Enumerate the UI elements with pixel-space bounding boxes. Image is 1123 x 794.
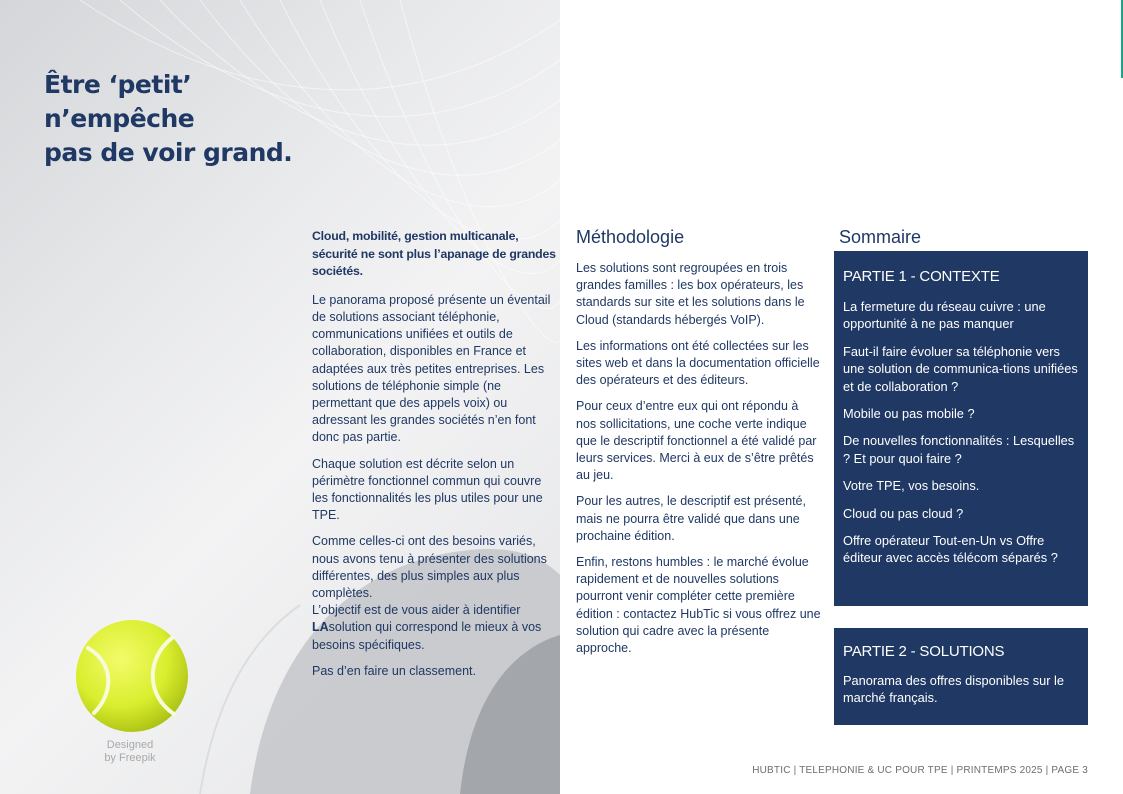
methodology-title: Méthodologie xyxy=(576,227,685,247)
summary-item[interactable]: Cloud ou pas cloud ? xyxy=(843,505,964,521)
intro-paragraph-3-part-3: solution qui correspond le mieux à vos besoins spécifiques. xyxy=(312,620,542,652)
intro-paragraph-2: Chaque solution est décrite selon un périmètre fonctionnel commun qui couvre les fonctionnalités les plus utiles pour une TPE. xyxy=(312,456,543,523)
summary-item[interactable]: La fermeture du réseau cuivre : une opportunité à ne pas manquer xyxy=(843,299,1046,332)
intro-emphasis: LA xyxy=(312,620,329,635)
headline-line-2: pas de voir grand. xyxy=(44,138,293,167)
intro-paragraph-1: Le panorama proposé présente un éventail de solutions associant téléphonie, communications unifiées et outils de collaboration, disponibles en France et adaptées aux très petites entreprises. Les solutions de téléphonie simple (ne permettant que des appels voix) ou adressant les grandes sociétés n’en font donc pas partie. xyxy=(312,292,551,445)
methodology-paragraph-4: Pour les autres, le descriptif est présenté, mais ne pourra être validé que dans une prochaine édition. xyxy=(576,494,806,543)
intro-paragraph-3 xyxy=(312,533,558,653)
page-headline xyxy=(44,68,344,170)
tennis-ball-image xyxy=(74,618,190,734)
summary-item[interactable]: De nouvelles fonctionnalités : Lesquelles ? Et pour quoi faire ? xyxy=(843,433,1075,466)
summary-part-1-heading: PARTIE 1 - CONTEXTE xyxy=(843,268,1000,285)
image-credit xyxy=(88,739,172,765)
methodology-paragraph-3: Pour ceux d’entre eux qui ont répondu à nos sollicitations, une coche verte indique que le descriptif fonctionnel a été validé par leurs services. Merci à eux de s’être prêtés au jeu. xyxy=(576,399,817,483)
summary-part-2-heading: PARTIE 2 - SOLUTIONS xyxy=(843,643,1005,660)
credit-line-2: by Freepik xyxy=(104,752,156,764)
methodology-column xyxy=(576,260,821,666)
summary-item[interactable]: Faut-il faire évoluer sa téléphonie vers une solution de communica-tions unifiées et de collaboration ? xyxy=(843,343,1078,394)
headline-line-1: Être ‘petit’ n’empêche xyxy=(44,70,195,133)
intro-closing: Pas d’en faire un classement. xyxy=(312,663,476,678)
summary-title: Sommaire xyxy=(839,227,922,247)
methodology-paragraph-2: Les informations ont été collectées sur les sites web et dans la documentation officielle des opérateurs et des éditeurs. xyxy=(576,338,820,388)
summary-part-1-box xyxy=(834,251,1088,606)
summary-item[interactable]: Offre opérateur Tout-en-Un vs Offre éditeur avec accès télécom séparés ? xyxy=(843,533,1058,566)
summary-part-2-box xyxy=(834,628,1088,725)
methodology-paragraph-5: Enfin, restons humbles : le marché évolue rapidement et de nouvelles solutions pourront venir compléter cette première édition : contactez HubTic si vous offrez une solution qui cadre avec la présente approche. xyxy=(576,555,821,656)
intro-column xyxy=(312,228,558,689)
intro-paragraph-3-part-2: L’objectif est de vous aider à identifier xyxy=(312,603,521,618)
summary-item[interactable]: Panorama des offres disponibles sur le marché français. xyxy=(843,673,1064,706)
page-footer: HUBTIC | TELEPHONIE & UC POUR TPE | PRINTEMPS 2025 | PAGE 3 xyxy=(752,765,1088,776)
intro-paragraph-3-part-1: Comme celles-ci ont des besoins variés, nous avons tenu à présenter des solutions différentes, des plus simples aux plus complètes. xyxy=(312,534,547,601)
methodology-paragraph-1: Les solutions sont regroupées en trois grandes familles : les box opérateurs, les standards sur site et les solutions dans le Cloud (standards hébergés VoIP). xyxy=(576,261,805,327)
summary-item[interactable]: Votre TPE, vos besoins. xyxy=(843,478,980,494)
intro-lead: Cloud, mobilité, gestion multicanale, sécurité ne sont plus l’apanage de grandes sociétés. xyxy=(312,229,556,279)
credit-line-1: Designed xyxy=(106,739,154,751)
summary-item[interactable]: Mobile ou pas mobile ? xyxy=(843,406,975,422)
